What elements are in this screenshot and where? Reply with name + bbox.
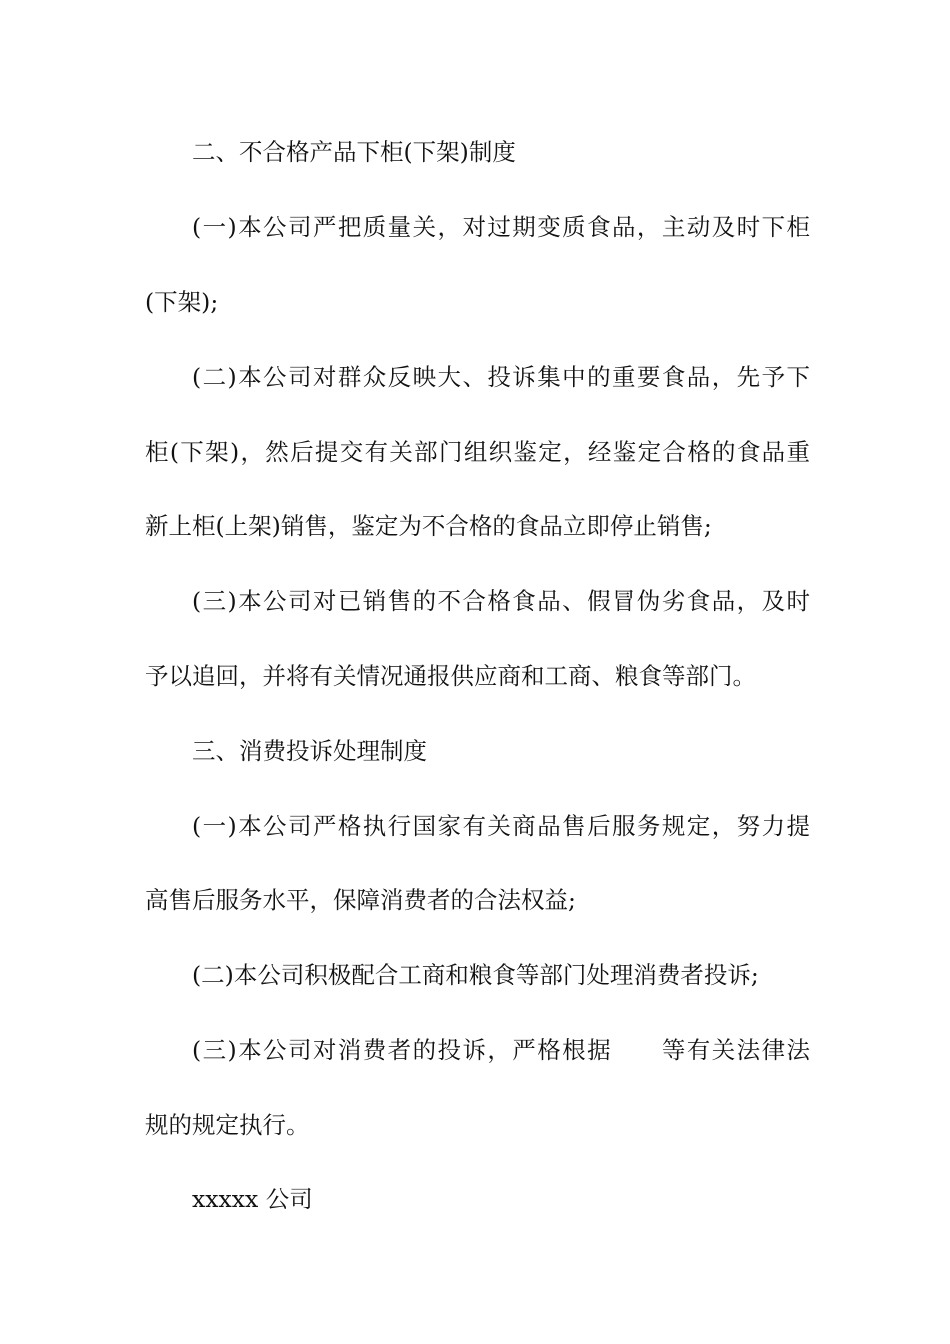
- section-heading-2: 二、不合格产品下柜(下架)制度: [192, 138, 516, 166]
- section-heading-3: 三、消费投诉处理制度: [192, 737, 427, 765]
- paragraph-line: (一)本公司严格执行国家有关商品售后服务规定，努力提: [192, 812, 810, 840]
- paragraph-line: (二)本公司积极配合工商和粮食等部门处理消费者投诉;: [192, 961, 759, 989]
- paragraph-line: (二)本公司对群众反映大、投诉集中的重要食品，先予下: [192, 363, 810, 391]
- paragraph-line: 规的规定执行。: [145, 1111, 310, 1139]
- paragraph-line: 柜(下架)，然后提交有关部门组织鉴定，经鉴定合格的食品重: [145, 438, 810, 466]
- paragraph-line: 予以追回，并将有关情况通报供应商和工商、粮食等部门。: [145, 662, 756, 690]
- paragraph-line: 新上柜(上架)销售，鉴定为不合格的食品立即停止销售;: [145, 512, 712, 540]
- paragraph-line: (三)本公司对消费者的投诉，严格根据 等有关法律法: [192, 1036, 810, 1064]
- paragraph-line: 高售后服务水平，保障消费者的合法权益;: [145, 886, 576, 914]
- paragraph-line: (下架);: [145, 288, 219, 316]
- company-signature: xxxxx 公司: [192, 1185, 313, 1213]
- paragraph-line: (三)本公司对已销售的不合格食品、假冒伪劣食品，及时: [192, 587, 810, 615]
- paragraph-line: (一)本公司严把质量关，对过期变质食品，主动及时下柜: [192, 213, 810, 241]
